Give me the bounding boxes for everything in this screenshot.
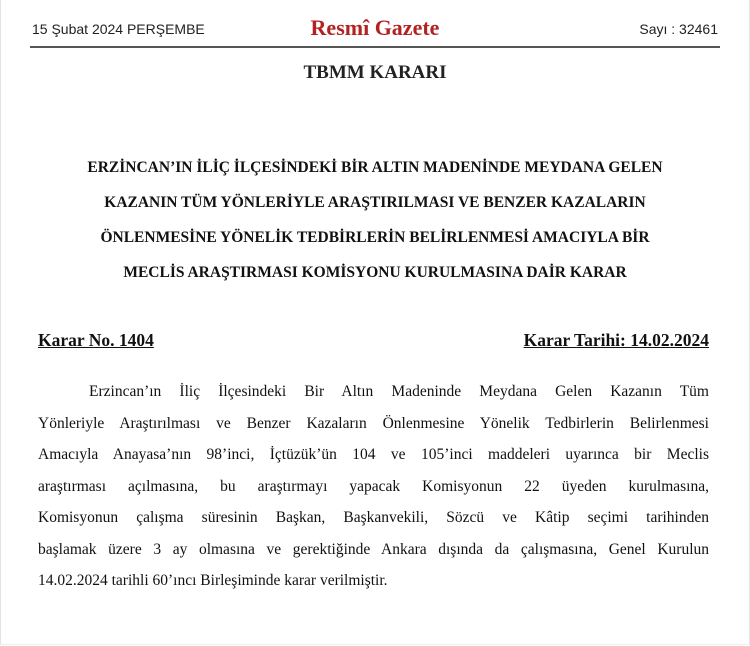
body-line: 14.02.2024 tarihli 60’ıncı Birleşiminde karar verilmiştir. [38,572,388,589]
body-line: başlamak üzere 3 ay olmasına ve gerektiğinde Ankara dışında da çalışmasına, Genel Kurulun [38,540,709,558]
subject-line: ERZİNCAN’IN İLİÇ İLÇESİNDEKİ BİR ALTIN MADENİNDE MEYDANA GELEN [87,159,663,176]
gazette-title: Resmî Gazete [310,15,440,40]
decision-number: Karar No. 1404 [38,330,154,350]
body-line: Komisyonun çalışma süresinin Başkan, Başkanvekili, Sözcü ve Kâtip seçimi tarihinden [38,509,709,526]
body-line: Amacıyla Anayasa’nın 98’inci, İçtüzük’ün 104 ve 105’inci maddeleri uyarınca bir Meclis [38,446,709,463]
gazette-header [31,12,719,46]
decision-body [38,376,709,597]
subject-line: MECLİS ARAŞTIRMASI KOMİSYONU KURULMASINA DAİR KARAR [123,264,627,281]
body-line: Erzincan’ın İliç İlçesindeki Bir Altın Madeninde Meydana Gelen Kazanın Tüm [89,383,709,400]
section-heading: TBMM KARARI [303,62,447,83]
body-line: Yönleriyle Araştırılması ve Benzer Kazaların Önlenmesine Yönelik Tedbirlerin Belirlenmesi [38,414,709,432]
publication-date: 15 Şubat 2024 PERŞEMBE [32,21,205,37]
subject-line: KAZANIN TÜM YÖNLERİYLE ARAŞTIRILMASI VE BENZER KAZALARIN [104,194,646,211]
header-divider [30,46,720,48]
decision-date: Karar Tarihi: 14.02.2024 [523,330,709,350]
decision-subject [31,150,719,290]
issue-number: Sayı : 32461 [639,21,718,37]
subject-line: ÖNLENMESİNE YÖNELİK TEDBİRLERİN BELİRLENMESİ AMACIYLA BİR [100,229,650,246]
body-line: araştırması açılmasına, bu araştırmayı yapacak Komisyonun 22 üyeden kurulmasına, [38,477,709,495]
